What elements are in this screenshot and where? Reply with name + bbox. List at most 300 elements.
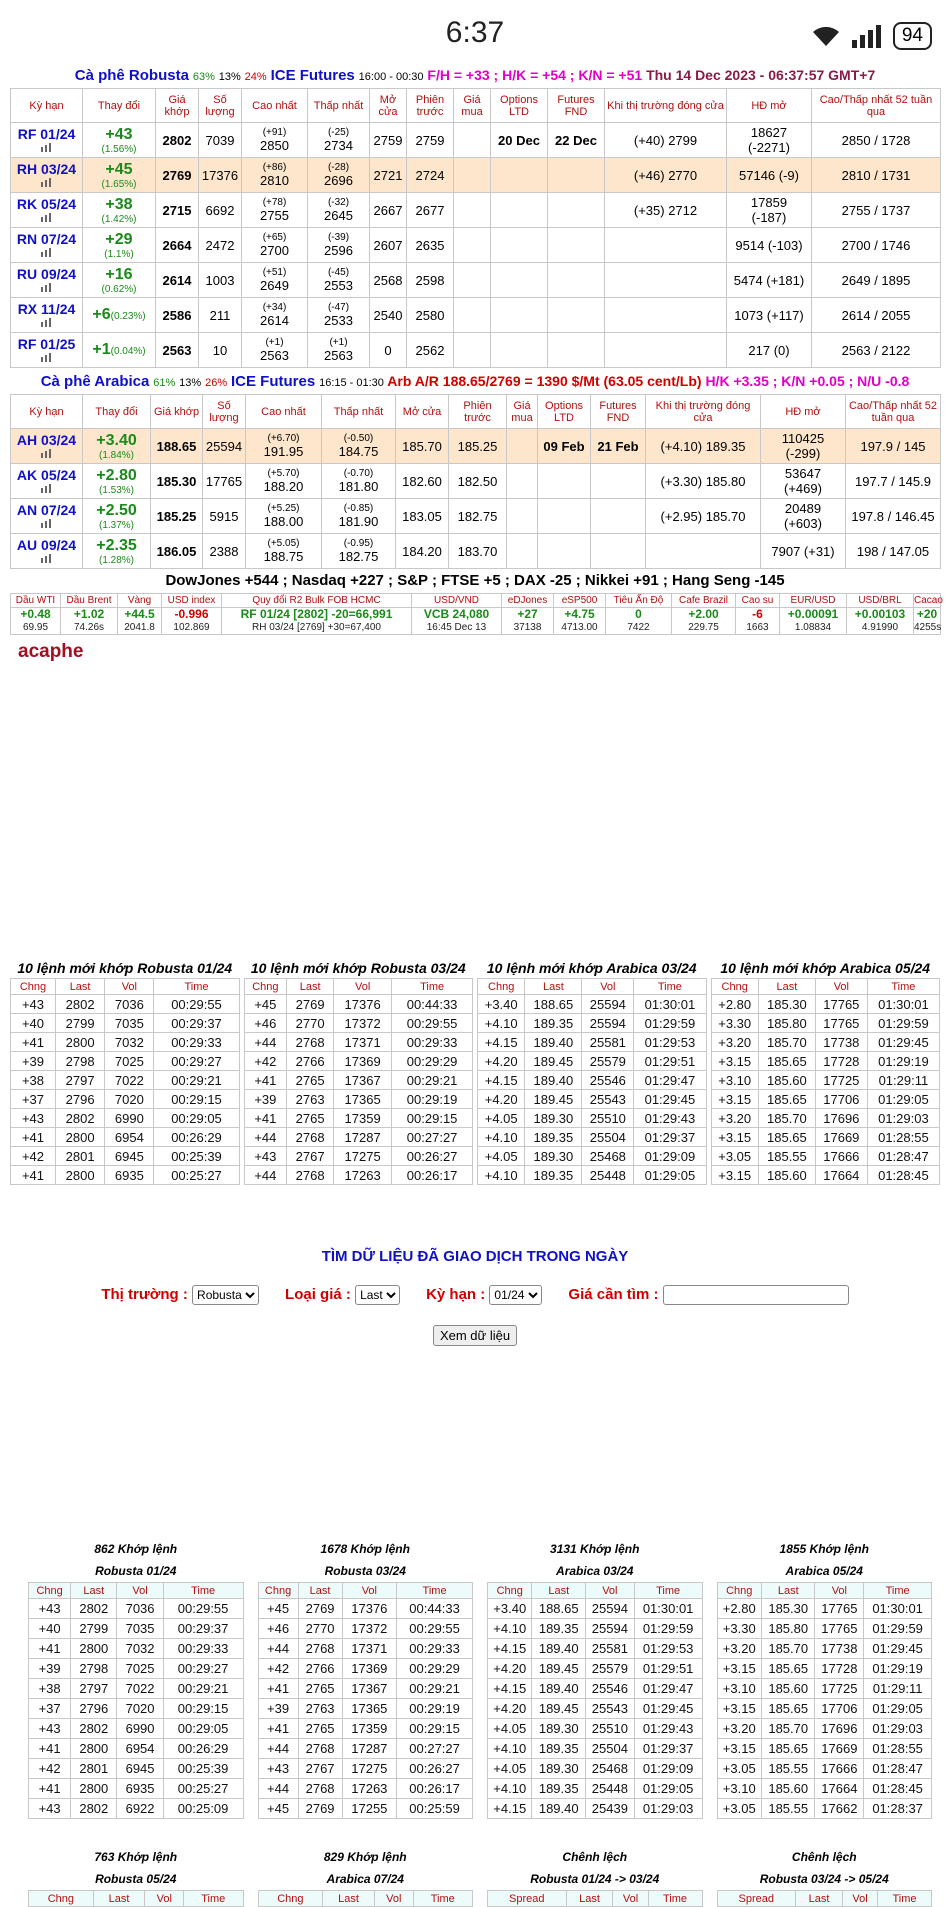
- high-diff: (+78): [262, 197, 287, 208]
- bid-price: [454, 123, 491, 158]
- trade-cell: +3.20: [711, 1033, 758, 1052]
- trade-cell: +3.40: [478, 995, 525, 1014]
- trade-cell: 2798: [55, 1052, 104, 1071]
- robusta-hours: 16:00 - 00:30: [358, 71, 424, 83]
- trade-cell: +4.05: [478, 1147, 525, 1166]
- symbol-cell[interactable]: [11, 193, 83, 228]
- table-row: [11, 995, 240, 1014]
- table-row: [717, 1739, 932, 1759]
- block-cell: +43: [29, 1599, 71, 1619]
- block-cell: 7036: [117, 1599, 163, 1619]
- volume: 17765: [203, 464, 246, 499]
- trade-cell: 00:29:15: [392, 1109, 473, 1128]
- trade-cell: 2763: [287, 1090, 334, 1109]
- trade-cell: 01:28:55: [867, 1128, 939, 1147]
- table-row: [258, 1779, 473, 1799]
- block-cell: 2769: [298, 1799, 342, 1819]
- change-pct: (1.56%): [101, 143, 137, 155]
- trade-cell: 00:26:29: [154, 1128, 239, 1147]
- low-value: 2645: [324, 208, 353, 223]
- futures-fnd: [548, 158, 605, 193]
- table-row: [244, 1014, 473, 1033]
- high-cell: [242, 333, 308, 368]
- brand-logo[interactable]: acaphe: [18, 641, 84, 662]
- trade-cell: 01:29:11: [867, 1071, 939, 1090]
- ticker-cell: [222, 608, 412, 635]
- bid-price: [454, 228, 491, 263]
- arabica-row[interactable]: [11, 429, 941, 464]
- table-row: [11, 1033, 240, 1052]
- symbol-cell[interactable]: [11, 429, 83, 464]
- block-cell: 185.55: [761, 1799, 815, 1819]
- robusta-col-header: Mở cửa: [370, 89, 407, 123]
- table-row: [478, 1147, 707, 1166]
- high-cell: [242, 123, 308, 158]
- robusta-col-header: Thay đổi: [83, 89, 156, 123]
- block-cell: 25468: [585, 1759, 634, 1779]
- low-diff: (-47): [327, 302, 350, 313]
- market-select[interactable]: [192, 1285, 259, 1305]
- robusta-quote-table: [10, 88, 941, 368]
- arabica-row[interactable]: [11, 464, 941, 499]
- prev-price: 2562: [407, 333, 454, 368]
- change-pct: (1.37%): [98, 519, 134, 531]
- high-cell: [246, 534, 322, 569]
- ticker-sub: 4255s: [914, 622, 942, 633]
- trade-cell: 17263: [334, 1166, 392, 1185]
- robusta-row[interactable]: [11, 158, 941, 193]
- last-price: 2586: [156, 298, 199, 333]
- block-cell: +4.20: [488, 1659, 532, 1679]
- block-col-header: Chng: [258, 1583, 298, 1599]
- close-price: (+46) 2770: [605, 158, 727, 193]
- robusta-row[interactable]: [11, 263, 941, 298]
- open-price: 2721: [370, 158, 407, 193]
- table-row: [478, 995, 707, 1014]
- trades-col-header: Vol: [582, 979, 634, 995]
- block-cell: 6990: [117, 1719, 163, 1739]
- chart-icon[interactable]: [11, 317, 82, 329]
- block-cell: 185.65: [761, 1739, 815, 1759]
- price-type-select[interactable]: [355, 1285, 400, 1305]
- trade-cell: 7022: [105, 1071, 154, 1090]
- block-cell: 7032: [117, 1639, 163, 1659]
- trade-cell: 2800: [55, 1033, 104, 1052]
- arabica-col-header: Số lượng: [203, 395, 246, 429]
- table-row: [488, 1659, 703, 1679]
- last-price: 2715: [156, 193, 199, 228]
- prev-price: 182.50: [449, 464, 507, 499]
- chart-icon[interactable]: [11, 518, 82, 530]
- status-bar: [0, 0, 950, 62]
- symbol-cell[interactable]: [11, 263, 83, 298]
- ticker-cell: [736, 608, 780, 635]
- robusta-row[interactable]: [11, 298, 941, 333]
- block-cell: 00:27:27: [397, 1739, 473, 1759]
- table-row: [29, 1679, 244, 1699]
- match-block: [487, 1846, 703, 1907]
- ticker-cell: [11, 608, 61, 635]
- block-cell: 25448: [585, 1779, 634, 1799]
- table-row: [717, 1719, 932, 1739]
- table-row: [11, 1128, 240, 1147]
- table-row: [258, 1799, 473, 1819]
- low-value: 2533: [324, 313, 353, 328]
- trade-cell: 01:29:59: [634, 1014, 706, 1033]
- robusta-header: [0, 62, 950, 88]
- block-cell: 189.45: [532, 1699, 586, 1719]
- block-col-header: Last: [532, 1583, 586, 1599]
- block-cell: +43: [29, 1719, 71, 1739]
- open-interest: [727, 333, 812, 368]
- block-cell: 00:29:21: [397, 1679, 473, 1699]
- block-cell: 00:26:29: [163, 1739, 243, 1759]
- trade-cell: +39: [11, 1052, 56, 1071]
- trade-cell: 01:29:09: [634, 1147, 706, 1166]
- range-52w: 2810 / 1731: [812, 158, 941, 193]
- trades-col-header: Vol: [334, 979, 392, 995]
- chart-icon[interactable]: [11, 212, 82, 224]
- prev-price: 183.70: [449, 534, 507, 569]
- block-cell: 17706: [815, 1699, 864, 1719]
- robusta-datetime: Thu 14 Dec 2023 - 06:37:57 GMT+7: [646, 67, 876, 83]
- block-col-header: Time: [634, 1583, 702, 1599]
- trade-cell: 2767: [287, 1147, 334, 1166]
- arabica-header: [0, 368, 950, 394]
- block-cell: +4.10: [488, 1619, 532, 1639]
- chart-icon[interactable]: [11, 282, 82, 294]
- arabica-col-header: Kỳ hạn: [11, 395, 83, 429]
- table-row: [11, 1014, 240, 1033]
- trade-cell: 25468: [582, 1147, 634, 1166]
- symbol-cell[interactable]: [11, 298, 83, 333]
- chart-icon[interactable]: [11, 352, 82, 364]
- trade-cell: 2801: [55, 1147, 104, 1166]
- robusta-row[interactable]: [11, 333, 941, 368]
- block-cell: 17359: [342, 1719, 397, 1739]
- trade-cell: 2768: [287, 1166, 334, 1185]
- match-contract: Robusta 03/24: [324, 1564, 406, 1578]
- table-row: [258, 1599, 473, 1619]
- table-row: [717, 1639, 932, 1659]
- table-row: [258, 1699, 473, 1719]
- arabica-col-header: HĐ mở: [761, 395, 846, 429]
- open-interest-value: 17859: [750, 195, 788, 210]
- block-cell: +41: [29, 1639, 71, 1659]
- trade-cell: 2802: [55, 1109, 104, 1128]
- symbol-link[interactable]: RF 01/24: [17, 126, 76, 142]
- ticker-value: +1.02: [73, 607, 105, 621]
- trade-cell: 2799: [55, 1014, 104, 1033]
- block-cell: 00:29:27: [163, 1659, 243, 1679]
- high-diff: (+65): [262, 232, 287, 243]
- trade-cell: +44: [244, 1033, 287, 1052]
- trade-cell: +3.15: [711, 1090, 758, 1109]
- open-interest: [727, 228, 812, 263]
- trade-cell: 2797: [55, 1071, 104, 1090]
- table-row: [711, 1071, 940, 1090]
- table-row: [488, 1599, 703, 1619]
- symbol-cell[interactable]: [11, 123, 83, 158]
- range-52w: 2700 / 1746: [812, 228, 941, 263]
- table-row: [711, 1033, 940, 1052]
- block-cell: +3.15: [717, 1699, 761, 1719]
- prev-price: 182.75: [449, 499, 507, 534]
- symbol-cell[interactable]: [11, 534, 83, 569]
- term-label: Kỳ hạn :: [426, 1286, 486, 1303]
- bid-price: [454, 298, 491, 333]
- block-cell: +2.80: [717, 1599, 761, 1619]
- trade-cell: 17287: [334, 1128, 392, 1147]
- block-cell: 00:29:21: [163, 1679, 243, 1699]
- latest-trades-title: 10 lệnh mới khớp Robusta 01/24: [17, 960, 233, 976]
- trade-cell: 189.35: [525, 1128, 582, 1147]
- trade-cell: 17275: [334, 1147, 392, 1166]
- trade-cell: 185.60: [758, 1166, 815, 1185]
- trade-cell: +2.80: [711, 995, 758, 1014]
- high-cell: [246, 499, 322, 534]
- symbol-link[interactable]: AK 05/24: [16, 467, 77, 483]
- change-pct: (1.28%): [98, 554, 134, 566]
- low-cell: [322, 534, 396, 569]
- block-cell: +41: [258, 1679, 298, 1699]
- ticker-header: Dầu Brent: [61, 594, 118, 608]
- robusta-col-header: Giá mua: [454, 89, 491, 123]
- find-price-label: Giá cần tìm :: [568, 1286, 659, 1303]
- ticker-header: USD/BRL: [847, 594, 914, 608]
- robusta-col-header: HĐ mở: [727, 89, 812, 123]
- options-ltd: 20 Dec: [491, 123, 548, 158]
- robusta-row[interactable]: [11, 228, 941, 263]
- block-cell: 01:28:55: [864, 1739, 932, 1759]
- options-ltd: [538, 464, 591, 499]
- high-value: 188.20: [263, 479, 304, 494]
- table-row: [29, 1639, 244, 1659]
- match-count: 829 Khớp lệnh: [323, 1850, 407, 1864]
- trade-cell: +3.30: [711, 1014, 758, 1033]
- trade-cell: +3.10: [711, 1071, 758, 1090]
- symbol-link[interactable]: AU 09/24: [16, 537, 77, 553]
- trade-cell: 00:29:15: [154, 1090, 239, 1109]
- trade-cell: 185.55: [758, 1147, 815, 1166]
- block-cell: +3.10: [717, 1779, 761, 1799]
- trade-cell: 17728: [815, 1052, 867, 1071]
- prev-price: 2635: [407, 228, 454, 263]
- chart-icon[interactable]: [11, 247, 82, 259]
- find-price-input[interactable]: [663, 1285, 849, 1305]
- table-row: [29, 1599, 244, 1619]
- close-price: [646, 534, 761, 569]
- block-cell: 6922: [117, 1799, 163, 1819]
- block-cell: +45: [258, 1799, 298, 1819]
- table-row: [258, 1739, 473, 1759]
- ticker-cell: [780, 608, 847, 635]
- table-row: [478, 1090, 707, 1109]
- ticker-value: RF 01/24 [2802] -20=66,991: [240, 607, 393, 621]
- match-count: 763 Khớp lệnh: [94, 1850, 178, 1864]
- ticker-sub: RH 03/24 [2769] +30=67,400: [252, 622, 381, 633]
- open-price: 2667: [370, 193, 407, 228]
- ticker-header: Cao su: [736, 594, 780, 608]
- trade-cell: 00:29:19: [392, 1090, 473, 1109]
- range-52w: 2563 / 2122: [812, 333, 941, 368]
- ticker-header: Tiêu Ấn Độ: [606, 594, 672, 608]
- view-data-button[interactable]: Xem dữ liệu: [433, 1325, 517, 1346]
- block-cell: 2797: [71, 1679, 117, 1699]
- block-col-header: Vol: [117, 1583, 163, 1599]
- symbol-link[interactable]: RH 03/24: [16, 161, 77, 177]
- block-cell: +4.20: [488, 1699, 532, 1719]
- ticker-cell: [672, 608, 736, 635]
- block-cell: 17666: [815, 1759, 864, 1779]
- symbol-link[interactable]: RN 07/24: [16, 231, 77, 247]
- chart-icon[interactable]: [11, 483, 82, 495]
- trade-cell: +44: [244, 1128, 287, 1147]
- symbol-link[interactable]: RK 05/24: [16, 196, 77, 212]
- chart-icon[interactable]: [11, 142, 82, 154]
- ticker-header: Cacao: [914, 595, 943, 606]
- ticker-value: VCB 24,080: [423, 607, 490, 621]
- change-value: +16: [105, 265, 133, 283]
- trade-cell: 7020: [105, 1090, 154, 1109]
- block-col-header: Time: [648, 1891, 702, 1907]
- high-diff: (+5.70): [267, 468, 300, 479]
- ticker-sub: 7422: [627, 622, 650, 633]
- block-cell: 00:29:33: [397, 1639, 473, 1659]
- trade-cell: 17371: [334, 1033, 392, 1052]
- trades-col-header: Chng: [11, 979, 56, 995]
- volume: 17376: [199, 158, 242, 193]
- range-52w: 197.7 / 145.9: [846, 464, 941, 499]
- symbol-cell[interactable]: [11, 158, 83, 193]
- trade-cell: 2802: [55, 995, 104, 1014]
- block-cell: 17287: [342, 1739, 397, 1759]
- open-price: 2568: [370, 263, 407, 298]
- chart-icon[interactable]: [11, 177, 82, 189]
- low-cell: [322, 499, 396, 534]
- match-block: [28, 1846, 244, 1907]
- trades-col-header: Last: [55, 979, 104, 995]
- change-pct: (0.62%): [101, 283, 137, 295]
- open-price: 185.70: [396, 429, 449, 464]
- block-cell: 2802: [71, 1599, 117, 1619]
- trade-cell: 01:29:03: [867, 1109, 939, 1128]
- chart-icon[interactable]: [11, 553, 82, 565]
- match-count: 1855 Khớp lệnh: [779, 1542, 869, 1556]
- block-cell: 17275: [342, 1759, 397, 1779]
- block-cell: 00:29:29: [397, 1659, 473, 1679]
- ticker-value: +4.75: [564, 607, 595, 621]
- block-cell: 2799: [71, 1619, 117, 1639]
- trade-cell: +43: [244, 1147, 287, 1166]
- arabica-row[interactable]: [11, 534, 941, 569]
- change-cell: [83, 158, 156, 193]
- bid-price: [507, 534, 538, 569]
- robusta-row[interactable]: [11, 123, 941, 158]
- block-cell: 00:25:27: [163, 1779, 243, 1799]
- trades-col-header: Vol: [105, 979, 154, 995]
- low-diff: (-28): [327, 162, 350, 173]
- trade-cell: 01:28:45: [867, 1166, 939, 1185]
- block-col-header: Last: [566, 1891, 613, 1907]
- block-cell: 185.80: [761, 1619, 815, 1639]
- trades-col-header: Time: [634, 979, 706, 995]
- trade-cell: 2765: [287, 1109, 334, 1128]
- trade-cell: +43: [11, 1109, 56, 1128]
- trade-cell: 00:29:55: [154, 995, 239, 1014]
- chart-icon[interactable]: [11, 448, 82, 460]
- trade-cell: 188.65: [525, 995, 582, 1014]
- robusta-row[interactable]: [11, 193, 941, 228]
- block-cell: 185.70: [761, 1639, 815, 1659]
- ticker-header: Vàng: [118, 594, 162, 608]
- robusta-col-header: Thấp nhất: [308, 89, 370, 123]
- symbol-link[interactable]: RU 09/24: [16, 266, 77, 282]
- symbol-cell[interactable]: [11, 464, 83, 499]
- table-row: [244, 1071, 473, 1090]
- table-row: [717, 1759, 932, 1779]
- term-select[interactable]: [489, 1285, 542, 1305]
- table-row: [244, 1128, 473, 1147]
- trade-cell: +42: [11, 1147, 56, 1166]
- symbol-link[interactable]: RF 01/25: [17, 336, 76, 352]
- high-cell: [242, 228, 308, 263]
- ticker-cell: [61, 608, 118, 635]
- latest-trades-table: [711, 958, 941, 1185]
- block-cell: +43: [258, 1759, 298, 1779]
- status-time: 6:37: [445, 16, 505, 49]
- table-row: [717, 1699, 932, 1719]
- range-52w: 2850 / 1728: [812, 123, 941, 158]
- ticker-value: +0.48: [20, 607, 51, 621]
- high-cell: [242, 158, 308, 193]
- futures-fnd: [548, 263, 605, 298]
- futures-fnd: [591, 534, 646, 569]
- block-cell: 00:26:27: [397, 1759, 473, 1779]
- last-price: 2769: [156, 158, 199, 193]
- trade-cell: +40: [11, 1014, 56, 1033]
- block-cell: +41: [29, 1779, 71, 1799]
- ticker-header: Quy đổi R2 Bulk FOB HCMC: [222, 594, 412, 608]
- trade-cell: 6945: [105, 1147, 154, 1166]
- block-col-header: Time: [878, 1891, 932, 1907]
- robusta-col-header: Options LTD: [491, 89, 548, 123]
- trade-cell: 01:29:45: [634, 1090, 706, 1109]
- symbol-link[interactable]: AN 07/24: [16, 502, 77, 518]
- futures-fnd: 21 Feb: [591, 429, 646, 464]
- ticker-value: +2.00: [688, 607, 719, 621]
- change-pct: (1.84%): [98, 449, 134, 461]
- trade-cell: 7036: [105, 995, 154, 1014]
- symbol-cell[interactable]: [11, 228, 83, 263]
- symbol-link[interactable]: AH 03/24: [16, 432, 77, 448]
- trade-cell: 17367: [334, 1071, 392, 1090]
- block-cell: +3.05: [717, 1799, 761, 1819]
- arabica-row[interactable]: [11, 499, 941, 534]
- symbol-cell[interactable]: [11, 499, 83, 534]
- symbol-cell[interactable]: [11, 333, 83, 368]
- match-blocks: [28, 1538, 932, 1819]
- ticker-cell: [412, 608, 502, 635]
- arabica-col-header: Khi thị trường đóng cửa: [646, 395, 761, 429]
- block-cell: 17662: [815, 1799, 864, 1819]
- symbol-link[interactable]: RX 11/24: [17, 301, 76, 317]
- table-row: [244, 995, 473, 1014]
- table-row: [717, 1619, 932, 1639]
- trade-cell: 17359: [334, 1109, 392, 1128]
- block-cell: 00:29:55: [163, 1599, 243, 1619]
- high-diff: (+91): [262, 127, 287, 138]
